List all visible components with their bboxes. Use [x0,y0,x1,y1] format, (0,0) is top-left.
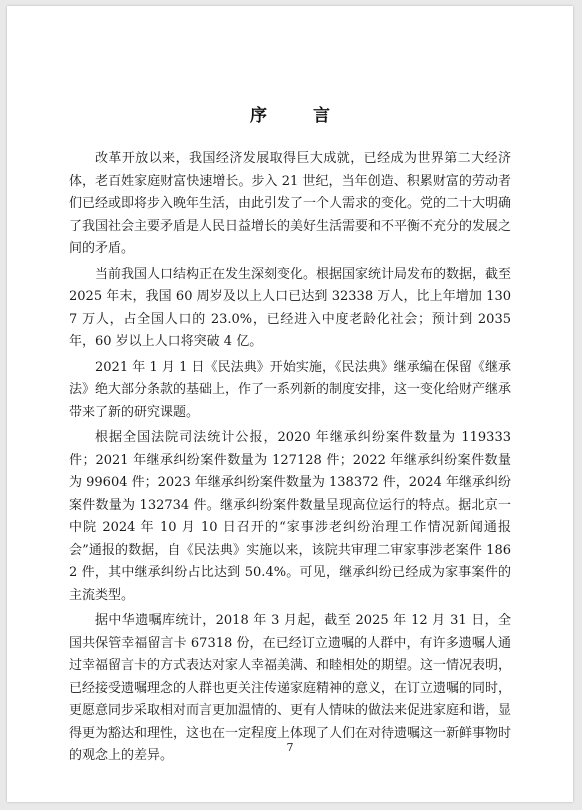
paragraph-2: 当前我国人口结构正在发生深刻变化。根据国家统计局发布的数据，截至 2025 年末，我国 60 周岁及以上人口已达到 32338 万人，比上年增加 1307 万人，占全国人口的 23.0%，已经进入中度老龄化社会；预计到 2035 年，60 岁以上人口将突破 4 亿。 [69,266,512,349]
paragraph-3: 2021 年 1 月 1 日《民法典》开始实施，《民法典》继承编在保留《继承法》绝大部分条款的基础上，作了一系列新的制度安排，这一变化给财产继承带来了新的研究课题。 [69,359,512,420]
page-number: 7 [286,741,294,754]
paragraph-1: 改革开放以来，我国经济发展取得巨大成就，已经成为世界第二大经济体，老百姓家庭财富快速增长。步入 21 世纪，当年创造、积累财富的劳动者们已经或即将步入晚年生活，由此引发了一个人需求的变化。党的二十大明确了我国社会主要矛盾是人民日益增长的美好生活需要和不平衡不充分的发展之间的矛盾。 [69,151,512,256]
page-title: 序 言 [250,106,350,126]
document-page [7,6,573,802]
paragraph-5: 据中华遗嘱库统计，2018 年 3 月起，截至 2025 年 12 月 31 日，全国共保管幸福留言卡 67318 份，在已经订立遗嘱的人群中，有许多遗嘱人通过幸福留言卡的方式表达对家人幸福美满、和睦相处的期望。这一情况表明，已经接受遗嘱理念的人群也更关注传递家庭精神的意义，在订立遗嘱的同时，更愿意同步采取相对而言更加温情的、更有人情味的做法来促进家庭和谐，显得更为豁达和理性，这也在一定程度上体现了人们在对待遗嘱这一新鲜事物时的观念上的差异。 [69,613,512,763]
paragraph-4: 根据全国法院司法统计公报，2020 年继承纠纷案件数量为 119333 件；2021 年继承纠纷案件数量为 127128 件；2022 年继承纠纷案件数量为 99604 件；2023 年继承纠纷案件数量为 138372 件，2024 年继承纠纷案件数量为 132734 件。继承纠纷案件数量呈现高位运行的特点。据北京一中院 2024 年 10 月 10 日召开的“家事涉老纠纷治理工作情况新闻通报会”通报的数据，自《民法典》实施以来，该院共审理二审家事涉老案件 1862 件，其中继承纠纷占比达到 50.4%。可见，继承纠纷已经成为家事案件的主流类型。 [69,430,511,603]
document-body [69,148,511,771]
